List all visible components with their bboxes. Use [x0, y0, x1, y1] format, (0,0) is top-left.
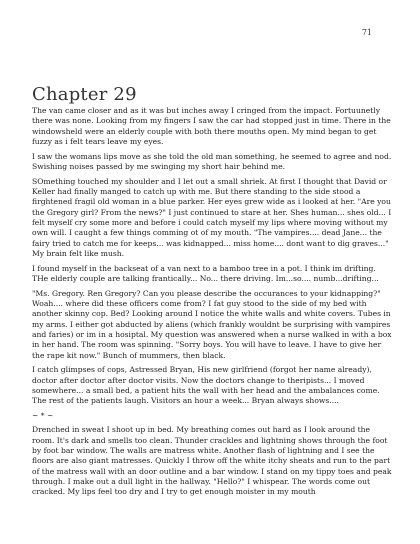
- chapter-body: [32, 106, 392, 502]
- chapter-title: Chapter 29: [32, 84, 137, 105]
- scene-break: ~ * ~: [32, 411, 54, 421]
- paragraph: I saw the womans lips move as she told the old man something, he seemed to agree and nod. Swishing noises passed by me swinging my short hair behind me.: [32, 151, 392, 171]
- paragraph: Drenched in sweat I shoot up in bed. My breathing comes out hard as I look around the room. It's dark and smells too clean. Thunder crackles and lightning shows through the foot by foot bar window. The walls are matress white. Another flash of lightning and I see the floors are also giant matresses. Quickly I throw off the white itchy sheats and run to the part of the matress wall with an door outline and a bar window. I stand on my tippy toes and peak through. I make out a dull light in the hallway. "Hello?" I whispear. The words come out cracked. My lips feel too dry and I try to get enough moister in my mouth: [32, 425, 392, 497]
- paragraph: SOmething touched my shoulder and I let out a small shriek. At first I thought that David or Keller had finally manged to catch up with me. But there standing to the side stood a firghtened fragil old woman in a blue parker. Her eyes grew wide as i looked at her. "Are you the Gregory girl? From the news?" I just continued to stare at her. Shes human... shes old... I felt myself cry some more and before i could catch myself my lips where moving without my own will. I caught a few things comming ot of my mouth. "The vampires.... dead Jane... the fairy tried to catch me for keeps... was kidnapped... miss home.... dont want to dig graves..." My brain felt like mush.: [32, 176, 392, 258]
- paragraph: I found myself in the backseat of a van next to a bamboo tree in a pot. I think im drifting. THe elderly couple are talking frantically... No... there driving. Im...so.... numb...drifting...: [32, 263, 379, 283]
- paragraph: I catch glimpses of cops, Astressed Bryan, His new girlfriend (forgot her name already), doctor after doctor after doctor visits. Now the doctors change to theripists... I moved somewhere... a small bed, a patient hits the wall with her head and the ambalances come. The rest of the patients laugh. Visitors an hour a week... Bryan always shows....: [32, 365, 380, 406]
- page-number: 71: [361, 28, 372, 37]
- paragraph: The van came closer and as it was but inches away I cringed from the impact. Fortuunetly there was none. Looking from my fingers I saw the car had stopped just in time. There in the windowsheld were an elderly couple with both there mouths open. My mind began to get fuzzy as i felt tears leave my eyes.: [32, 106, 391, 146]
- paragraph: "Ms. Gregory. Ren Gregory? Can you please describe the occurances to your kidnapping?" Woah.... where did these officers come from? I fat guy stood to the side of my bed with another skinny cop. Bed? Looking around I notice the white walls and white covers. Tubes in my arms. I either got abducted by aliens (which frankly wouldnt be surprising with vampires and faries) or im in a hosiptal. My question was answered when a nurse walked in with a box in her hand. The room was spinning. "Sorry boys. You will have to leave. I have to give her the rape kit now." Bunch of mummers, then black.: [32, 288, 392, 360]
